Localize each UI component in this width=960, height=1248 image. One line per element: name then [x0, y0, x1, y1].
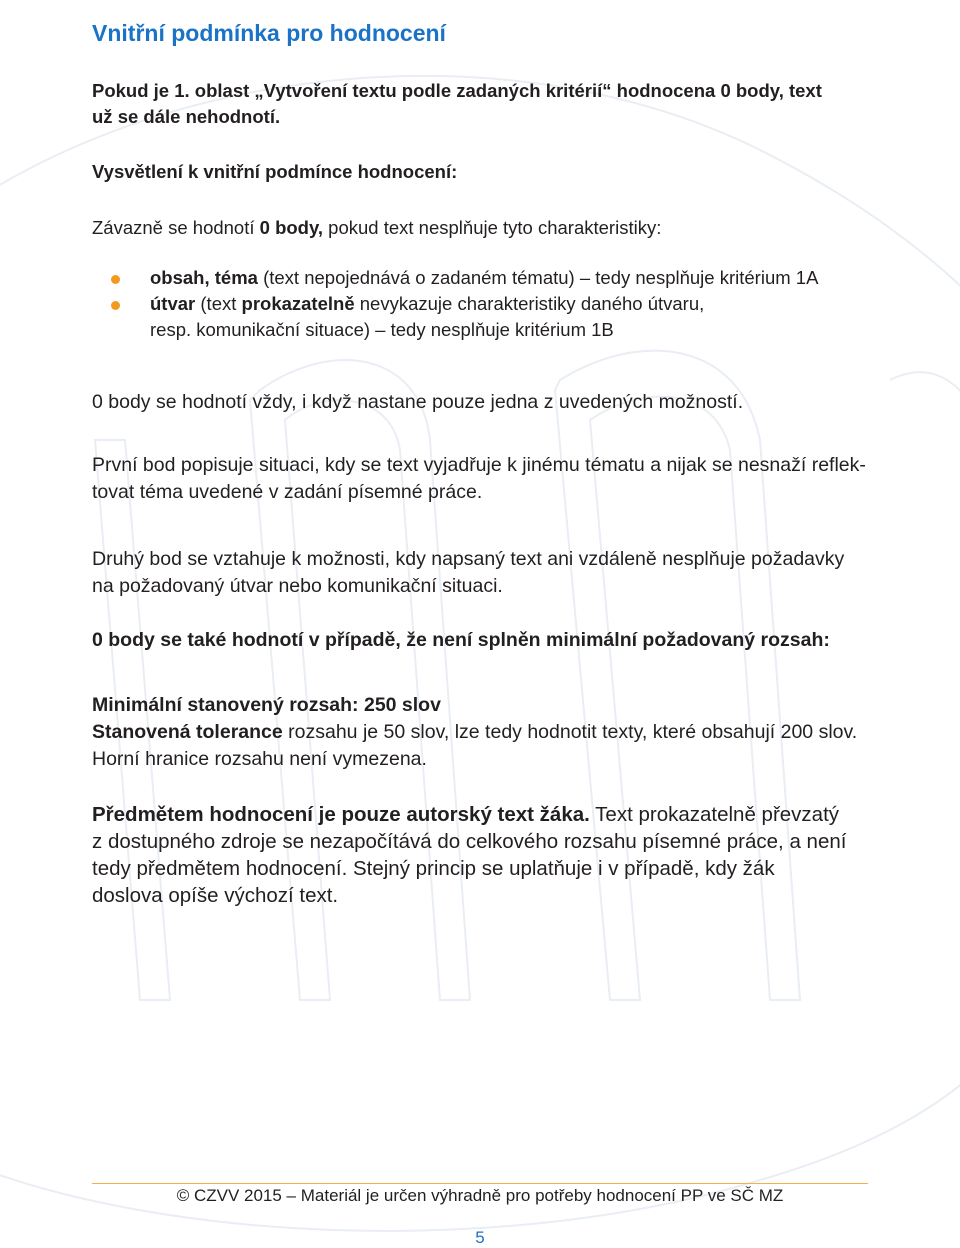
bullet-icon	[111, 275, 120, 284]
intro-paragraph: Závazně se hodnotí 0 body, pokud text nesplňuje tyto charakteristiky:	[92, 217, 662, 238]
page-number: 5	[475, 1228, 485, 1247]
footer-copyright: © CZVV 2015 – Materiál je určen výhradně pro potřeby hodnocení PP ve SČ MZ	[176, 1186, 784, 1205]
zero-always-paragraph: 0 body se hodnotí vždy, i když nastane pouze jedna z uvedených možností.	[92, 391, 744, 413]
subject-line-1: Předmětem hodnocení je pouze autorský text žáka. Text prokazatelně převzatý	[92, 803, 840, 826]
first-point-line-2: tovat téma uvedené v zadání písemné práce.	[92, 481, 483, 503]
subject-line-4: doslova opíše výchozí text.	[92, 884, 339, 907]
tolerance-line: Stanovená tolerance rozsahu je 50 slov, lze tedy hodnotit texty, které obsahují 200 slov.	[92, 721, 858, 743]
page-title: Vnitřní podmínka pro hodnocení	[92, 20, 446, 46]
condition-line-1: Pokud je 1. oblast „Vytvoření textu podle zadaných kritérií“ hodnocena 0 body, text	[92, 80, 822, 101]
condition-line-2: už se dále nehodnotí.	[92, 106, 281, 127]
second-point-line-1: Druhý bod se vztahuje k možnosti, kdy napsaný text ani vzdáleně nesplňuje požadavky	[92, 548, 845, 570]
range-heading: 0 body se také hodnotí v případě, že není splněn minimální požadovaný rozsah:	[92, 629, 830, 651]
subject-line-2: z dostupného zdroje se nezapočítává do celkového rozsahu písemné práce, a není	[92, 830, 847, 853]
subject-line-3: tedy předmětem hodnocení. Stejný princip se uplatňuje i v případě, kdy žák	[92, 857, 775, 880]
explanation-heading: Vysvětlení k vnitřní podmínce hodnocení:	[92, 161, 458, 182]
criteria-list	[92, 265, 882, 343]
minimum-range: Minimální stanovený rozsah: 250 slov	[92, 694, 441, 716]
list-item: útvar (text prokazatelně nevykazuje charakteristiky daného útvaru,	[92, 291, 882, 317]
upper-limit-line: Horní hranice rozsahu není vymezena.	[92, 748, 427, 770]
list-item-continuation: resp. komunikační situace) – tedy nesplňuje kritérium 1B	[150, 319, 614, 340]
first-point-line-1: První bod popisuje situaci, kdy se text vyjadřuje k jinému tématu a nijak se nesnaží reflek-	[92, 454, 866, 476]
bullet-icon	[111, 301, 120, 310]
list-item: obsah, téma (text nepojednává o zadaném tématu) – tedy nesplňuje kritérium 1A	[92, 265, 882, 291]
second-point-line-2: na požadovaný útvar nebo komunikační situaci.	[92, 575, 503, 597]
